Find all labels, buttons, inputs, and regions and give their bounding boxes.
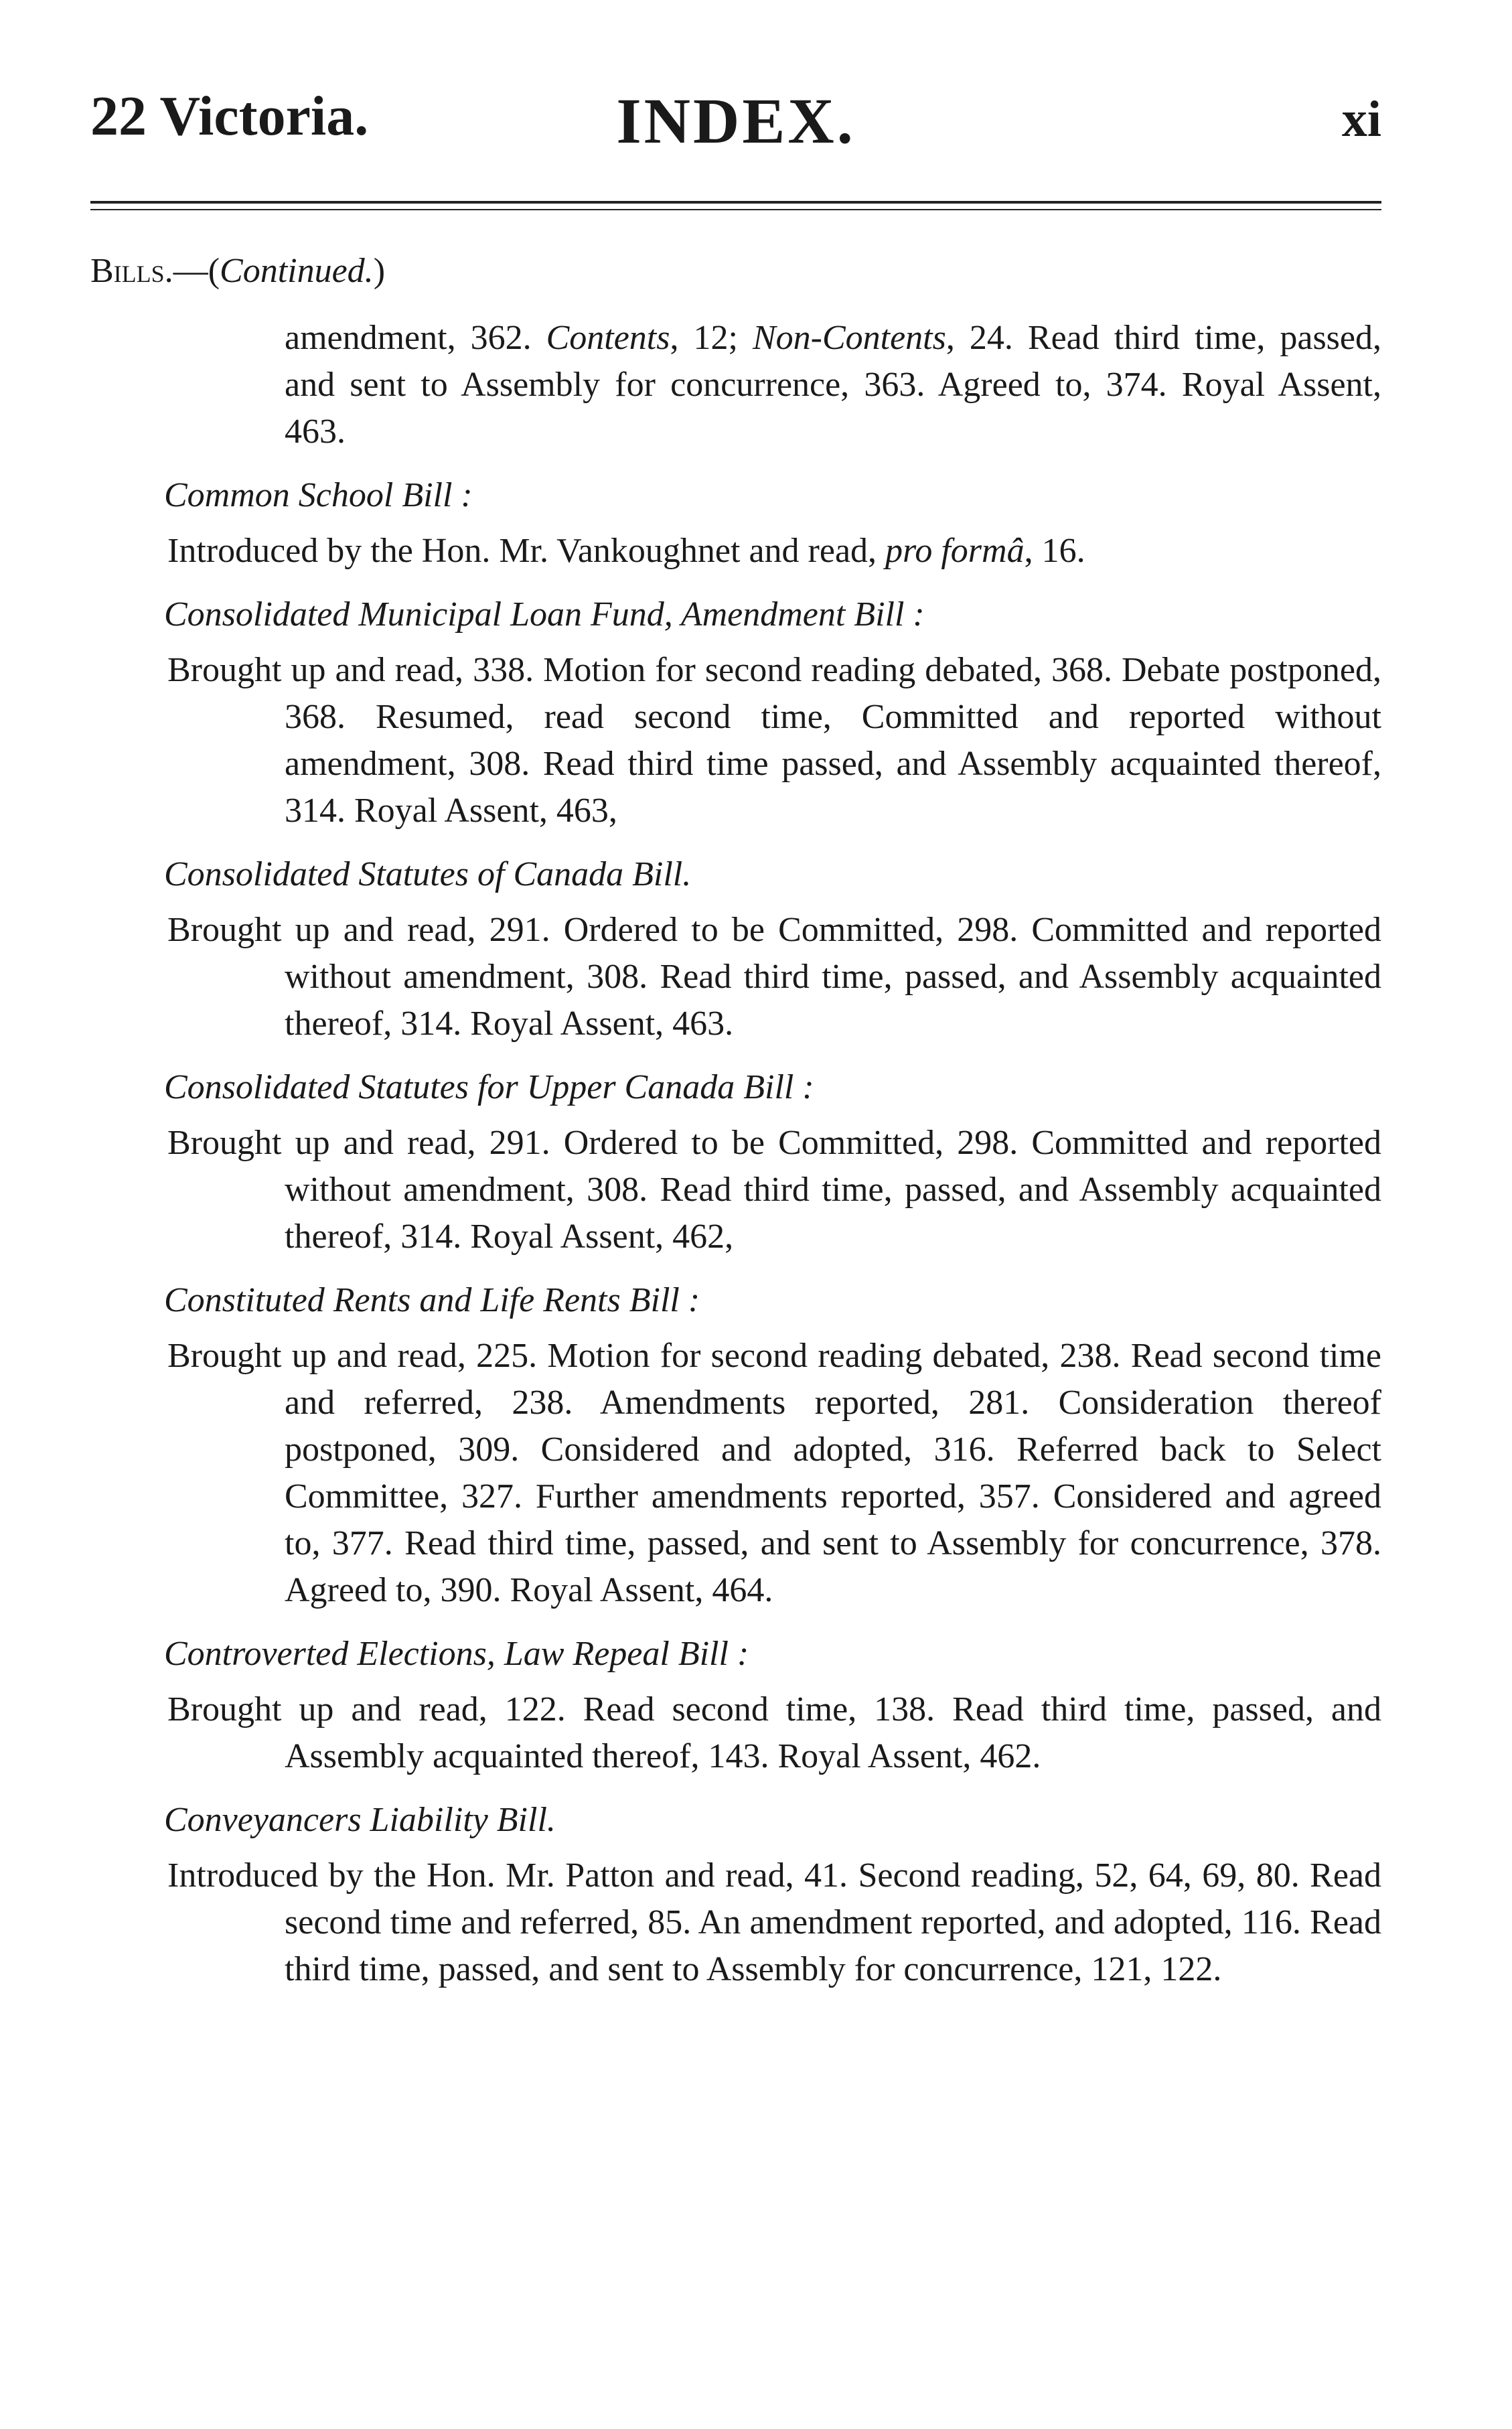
index-entry xyxy=(90,1796,1381,1993)
header-page-number: xi xyxy=(1341,91,1381,147)
entry-text-main: Brought up and read, 291. Ordered to be Committed, 298. Committed and reported without amendment, 308. Read third time, passed, and Assembly acquainted thereof, 314. Royal Assent, 463. xyxy=(167,911,1381,1043)
cont-part-1: amendment, 362. xyxy=(285,319,546,357)
entry-text xyxy=(167,1120,1381,1260)
index-entry xyxy=(90,471,1381,575)
section-label: Bills. xyxy=(90,252,173,290)
entry-text xyxy=(167,528,1381,575)
header-rule-thick xyxy=(90,201,1381,204)
entry-text-tail: , 16. xyxy=(1024,532,1085,570)
entry-title: Consolidated Statutes for Upper Canada Bill : xyxy=(164,1068,814,1106)
cont-part-3: , 24. Read third time, passed, and sent to Assembly for concurrence, 363. Agreed to, 374. Royal Assent, 463. xyxy=(285,319,1382,451)
entry-text-main: Brought up and read, 291. Ordered to be Committed, 298. Committed and reported without amendment, 308. Read third time, passed, and Assembly acquainted thereof, 314. Royal Assent, 462, xyxy=(167,1124,1381,1256)
continuation-text xyxy=(285,315,1381,455)
index-entry xyxy=(90,1276,1381,1614)
index-entry xyxy=(90,1063,1381,1260)
index-body xyxy=(90,248,1381,2009)
page-header xyxy=(90,84,1381,157)
entry-title: Controverted Elections, Law Repeal Bill : xyxy=(164,1635,749,1673)
header-rule-thin xyxy=(90,209,1381,210)
header-title: INDEX. xyxy=(616,85,856,157)
index-entry xyxy=(90,1630,1381,1780)
entry-title: Consolidated Statutes of Canada Bill. xyxy=(164,855,692,893)
section-close: ) xyxy=(373,252,386,290)
entry-text xyxy=(167,647,1381,834)
entry-text xyxy=(167,1852,1381,1993)
entry-text-italic: pro formâ xyxy=(885,532,1025,570)
cont-part-2: , 12; xyxy=(670,319,753,357)
cont-contents: Contents xyxy=(546,319,670,357)
entry-title: Constituted Rents and Life Rents Bill : xyxy=(164,1281,700,1319)
entry-title: Consolidated Municipal Loan Fund, Amendment Bill : xyxy=(164,595,925,634)
entry-text-main: Brought up and read, 338. Motion for second reading debated, 368. Debate postponed, 368. Resumed, read second time, Committed and reported without amendment, 308. Read third time passed, and Assembly acquainted thereof, 314. Royal Assent, 463, xyxy=(167,651,1381,830)
section-heading xyxy=(90,248,1381,295)
section-dash: —( xyxy=(173,252,220,290)
entry-title: Conveyancers Liability Bill. xyxy=(164,1801,556,1839)
entry-text-main: Introduced by the Hon. Mr. Patton and read, 41. Second reading, 52, 64, 69, 80. Read second time and referred, 85. An amendment reported, and adopted, 116. Read third time, passed, and sent to Assembly for concurrence, 121, 122. xyxy=(167,1856,1381,1988)
entry-text xyxy=(167,1333,1381,1614)
index-entry xyxy=(90,591,1381,834)
entry-text-main: Brought up and read, 225. Motion for second reading debated, 238. Read second time and referred, 238. Amendments reported, 281. Consideration thereof postponed, 309. Considered and adopted, 316. Referred back to Select Committee, 327. Further amendments reported, 357. Considered and agreed to, 377. Read third time, passed, and sent to Assembly for concurrence, 378. Agreed to, 390. Royal Assent, 464. xyxy=(167,1337,1381,1609)
entry-text xyxy=(167,1686,1381,1780)
header-volume: 22 Victoria. xyxy=(90,85,369,147)
cont-non-contents: Non-Contents xyxy=(752,319,946,357)
entry-text-main: Introduced by the Hon. Mr. Vankoughnet and read, xyxy=(167,532,886,570)
entry-text xyxy=(167,907,1381,1047)
entry-text-main: Brought up and read, 122. Read second time, 138. Read third time, passed, and Assembly acquainted thereof, 143. Royal Assent, 462. xyxy=(167,1690,1381,1775)
index-entry xyxy=(90,851,1381,1047)
section-continued: Continued. xyxy=(220,252,374,290)
entry-title: Common School Bill : xyxy=(164,476,473,514)
